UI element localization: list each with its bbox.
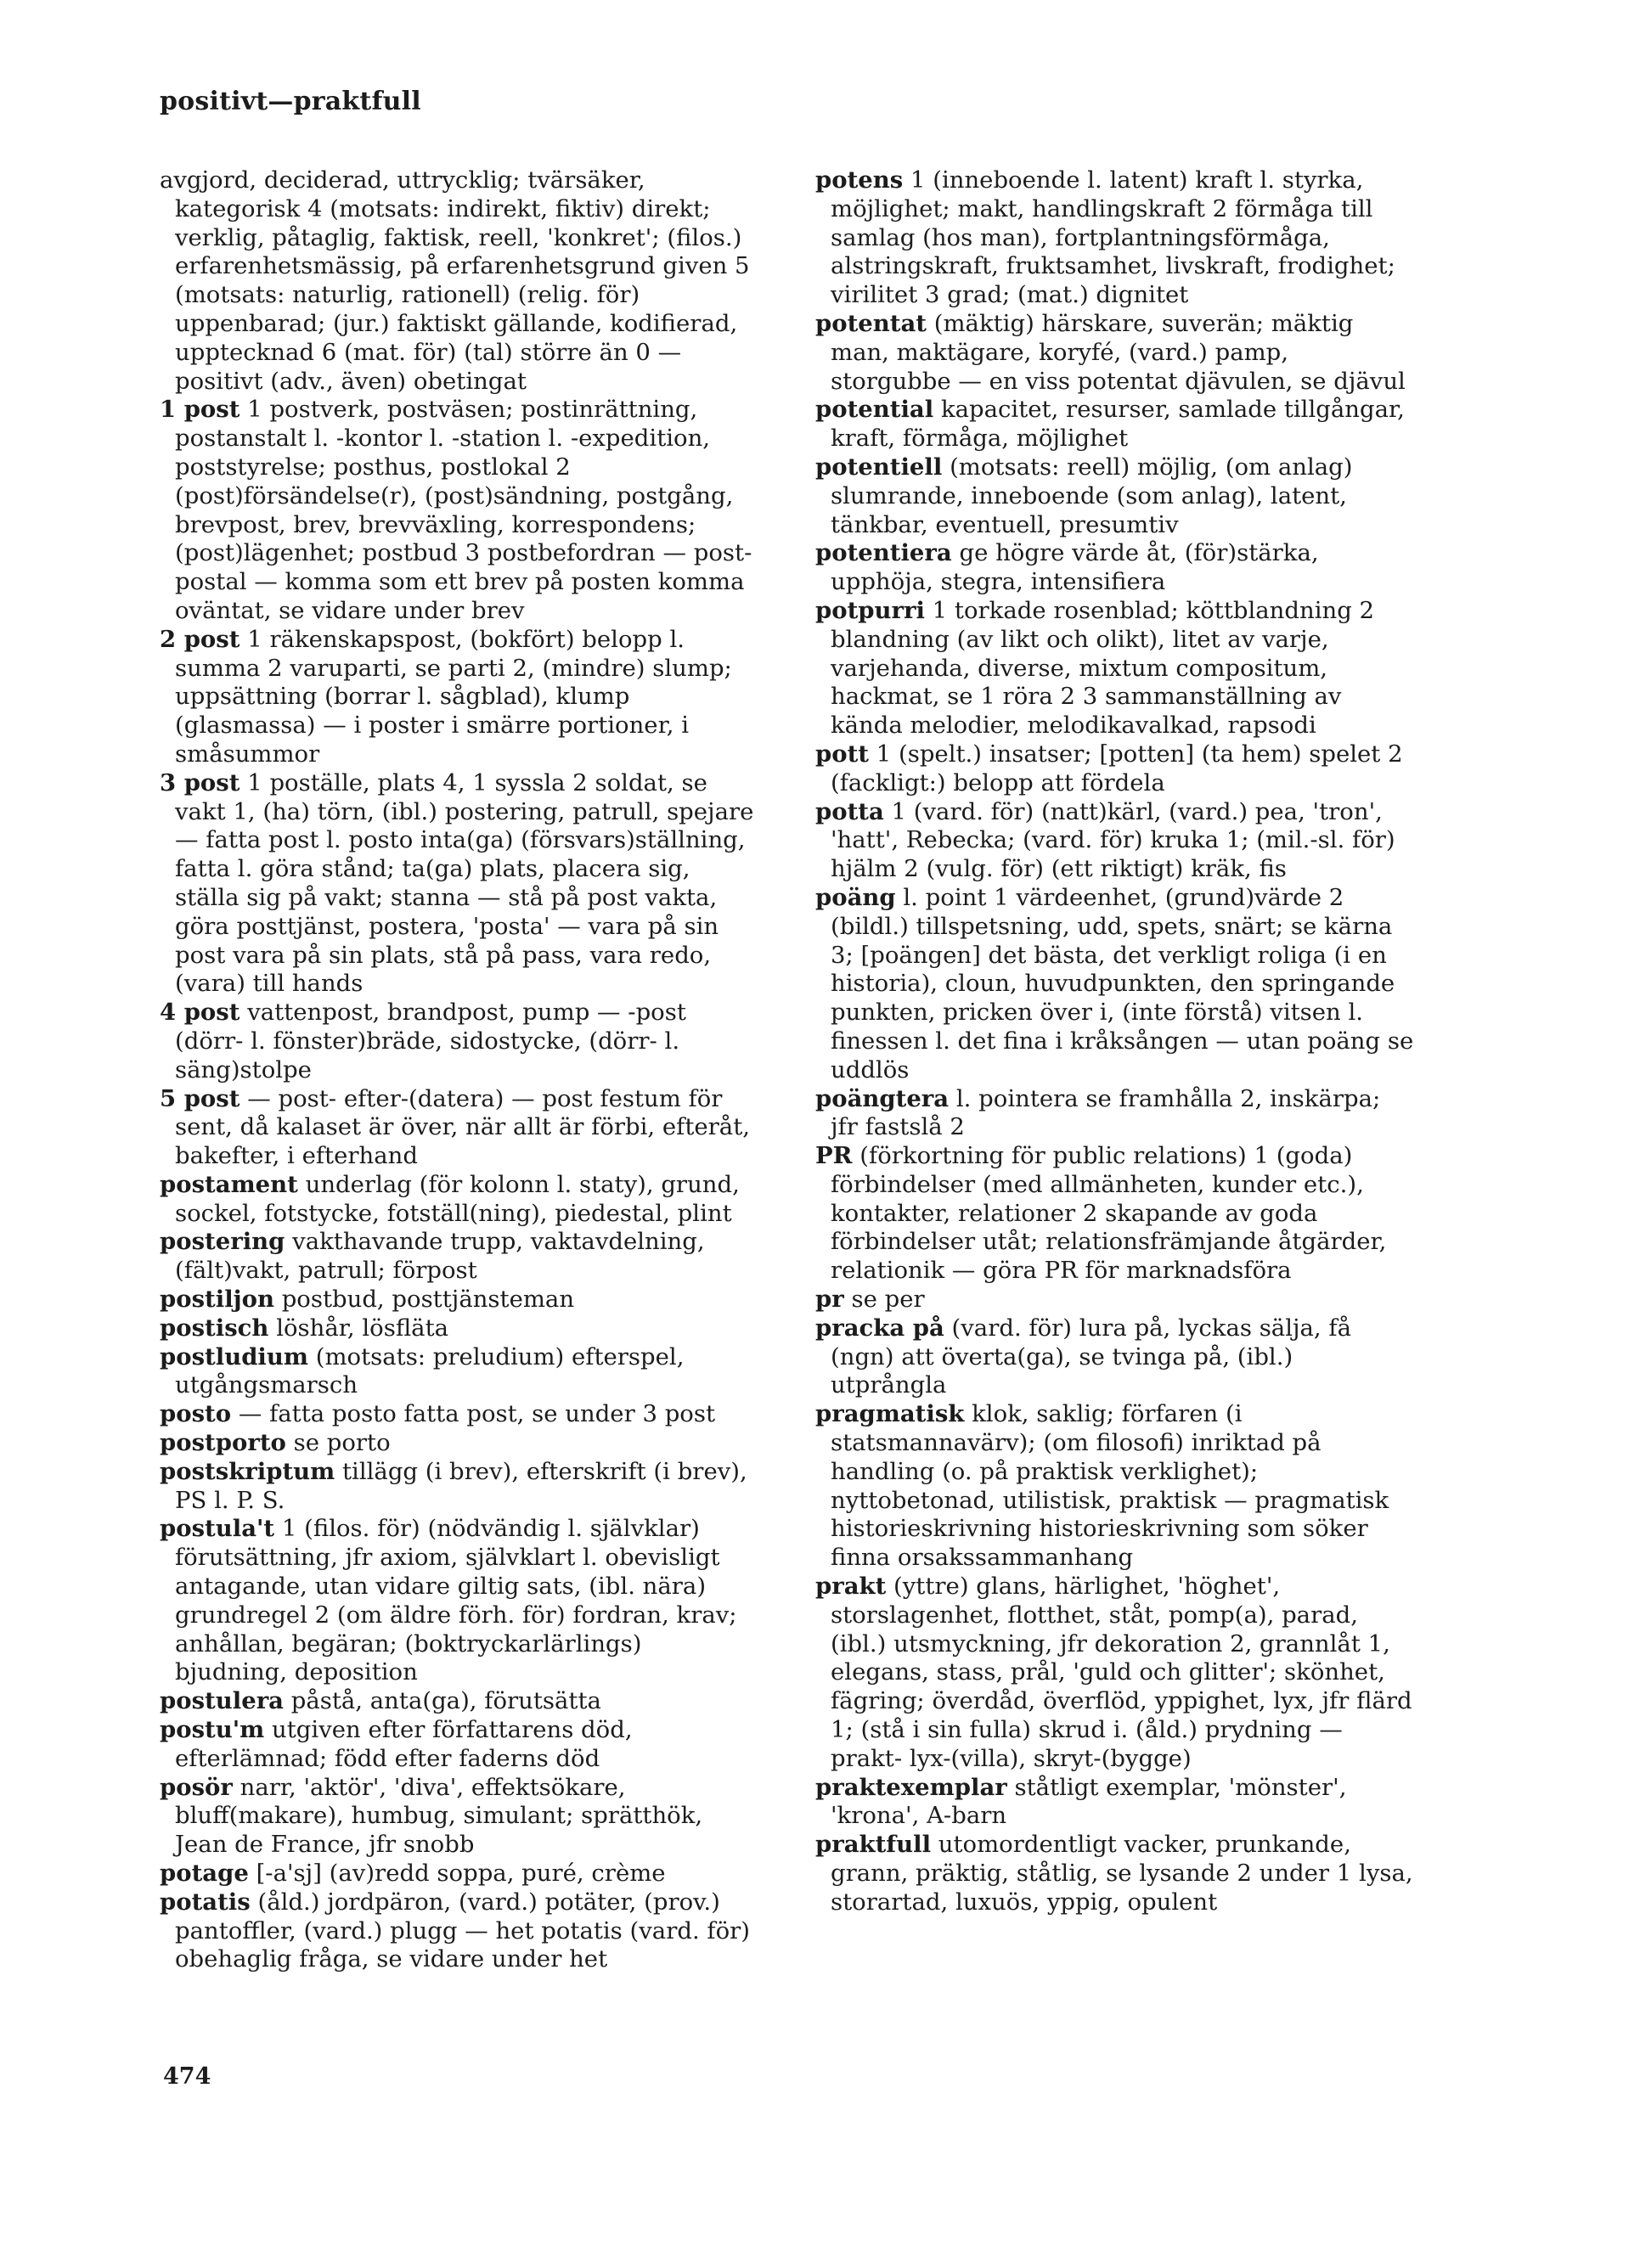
entry-headword: pr: [815, 1286, 844, 1314]
entry-headword: postporto: [160, 1429, 286, 1457]
entry-definition: 1 (filos. för) (nödvändig l. självklar) förutsättning, jfr axiom, självklart l. obevisligt antagande, utan vidare giltig sats, (ibl. nära) grundregel 2 (om äldre förh. för) fordran, krav; anhållan, begäran; (boktryckarlärlings) bjudning, deposition: [175, 1515, 737, 1686]
entry-definition: 1 torkade rosenblad; köttblandning 2 blandning (av likt och olikt), litet av varje, varjehanda, diverse, mixtum compositum, hackmat, se 1 röra 2 3 sammanställning av kända melodier, melodikavalkad, rapsodi: [831, 596, 1375, 740]
dictionary-entry: [815, 1085, 1414, 1143]
dictionary-entry: [160, 1286, 758, 1314]
dictionary-entry: [815, 396, 1414, 453]
entry-definition: tillägg (i brev), efterskrift (i brev), PS l. P. S.: [175, 1457, 747, 1514]
entry-headword: potentat: [815, 309, 927, 337]
entry-headword: 5 post: [160, 1084, 240, 1112]
running-head: positivt—praktfull: [160, 87, 421, 116]
entry-headword: postludium: [160, 1342, 308, 1370]
entry-definition: ge högre värde åt, (för)stärka, upphöja, stegra, intensifiera: [831, 539, 1319, 596]
dictionary-entry: [160, 1458, 758, 1516]
entry-headword: potatis: [160, 1888, 251, 1916]
dictionary-entry: [160, 999, 758, 1084]
entry-headword: postering: [160, 1228, 285, 1256]
entry-definition: 1 (vard. för) (natt)kärl, (vard.) pea, 'tron', 'hatt', Rebecka; (vard. för) kruka 1; (mil.-sl. för) hjälm 2 (vulg. för) (ett riktigt) kräk, fis: [831, 797, 1395, 883]
entry-headword: 1 post: [160, 396, 240, 424]
entry-definition: 1 räkenskapspost, (bokfört) belopp l. summa 2 varuparti, se parti 2, (mindre) slump; uppsättning (borrar l. sågblad), klump (glasmassa) — i poster i smärre portioner, i småsummor: [175, 625, 732, 768]
entry-headword: praktfull: [815, 1831, 932, 1859]
entry-definition: utomordentligt vacker, prunkande, grann, präktig, ståtlig, se lysande 2 under 1 lysa, storartad, luxuös, yppig, opulent: [831, 1831, 1413, 1916]
entry-headword: potens: [815, 166, 904, 194]
entry-definition: vakthavande trupp, vaktavdelning, (fält)vakt, patrull; förpost: [175, 1228, 705, 1285]
dictionary-entry: [160, 1171, 758, 1229]
dictionary-entry: [815, 1286, 1414, 1314]
dictionary-entry: [815, 740, 1414, 798]
dictionary-entry: [160, 1429, 758, 1458]
dictionary-entry: [815, 1831, 1414, 1916]
dictionary-entry: [160, 1515, 758, 1687]
entry-headword: prakt: [815, 1573, 887, 1601]
entry-definition: ståtligt exemplar, 'mönster', 'krona', A-barn: [831, 1773, 1347, 1830]
dictionary-entry: [815, 798, 1414, 884]
entry-definition: påstå, anta(ga), förutsätta: [290, 1687, 601, 1715]
dictionary-entry: [815, 1774, 1414, 1832]
entry-definition: löshår, lösfläta: [276, 1314, 449, 1342]
dictionary-entry: [815, 1314, 1414, 1400]
dictionary-entry: [160, 1687, 758, 1716]
entry-definition: — fatta posto fatta post, se under 3 post: [238, 1400, 716, 1428]
entry-headword: postskriptum: [160, 1457, 335, 1485]
entry-definition: 1 postverk, postväsen; postinrättning, postanstalt l. -kontor l. -station l. -expedition, poststyrelse; posthus, postlokal 2 (post)försändelse(r), (post)sändning, postgång, brevpost, brev, brevväxling, korrespondens; (post)lägenhet; postbud 3 postbefordran — post- postal — komma som ett brev på posten komma oväntat, se vidare under brev: [175, 396, 752, 624]
entry-definition: l. pointera se framhålla 2, inskärpa; jfr fastslå 2: [831, 1084, 1381, 1141]
page-number: 474: [163, 2063, 211, 2090]
dictionary-entry: [160, 1085, 758, 1171]
entry-headword: poäng: [815, 883, 896, 911]
entry-headword: postament: [160, 1170, 298, 1198]
entry-definition: vattenpost, brandpost, pump — -post (dörr- l. fönster)bräde, sidostycke, (dörr- l. säng)stolpe: [175, 999, 686, 1083]
dictionary-entry: [160, 1343, 758, 1401]
entry-definition: se per: [851, 1286, 925, 1314]
entry-headword: postiljon: [160, 1286, 274, 1314]
dictionary-entry: [160, 1400, 758, 1429]
entry-headword: pracka på: [815, 1314, 944, 1342]
dictionary-entry: [815, 453, 1414, 539]
entry-definition: (mäktig) härskare, suverän; mäktig man, maktägare, koryfé, (vard.) pamp, storgubbe — en viss potentat djävulen, se djävul: [831, 309, 1406, 395]
entry-definition: klok, saklig; förfaren (i statsmannavärv); (om filosofi) inriktad på handling (o. på praktisk verklighet); nyttobetonad, utilistisk, praktisk — pragmatisk historieskrivning historieskrivning som söker finna orsakssammanhang: [831, 1400, 1389, 1572]
entry-definition: underlag (för kolonn l. staty), grund, sockel, fotstycke, fotställ(ning), piedestal, plint: [175, 1170, 740, 1227]
entry-definition: (åld.) jordpäron, (vard.) potäter, (prov.) pantoffler, (vard.) plugg — het potatis (vard. för) obehaglig fråga, se vidare under het: [175, 1888, 751, 1973]
entry-headword: postula't: [160, 1515, 275, 1543]
entry-definition: 1 poställe, plats 4, 1 syssla 2 soldat, se vakt 1, (ha) törn, (ibl.) postering, patrull, spejare — fatta post l. posto inta(ga) (försvars)ställning, fatta l. göra stånd; ta(ga) plats, placera sig, ställa sig på vakt; stanna — stå på post vakta, göra posttjänst, postera, 'posta' — vara på sin post vara på sin plats, stå på pass, vara redo, (vara) till hands: [175, 768, 754, 998]
right-column: [815, 166, 1414, 1917]
dictionary-entry: [815, 884, 1414, 1085]
entry-definition: l. point 1 värdeenhet, (grund)värde 2 (bildl.) tillspetsning, udd, spets, snärt; se kärna 3; [poängen] det bästa, det verkligt roliga (i en historia), cloun, huvudpunkten, den springande punkten, pricken över i, (inte förstå) vitsen l. finessen l. det fina i kråksången — utan poäng se uddlös: [831, 883, 1414, 1083]
dictionary-entry: [160, 1228, 758, 1286]
dictionary-entry: [160, 166, 758, 396]
entry-headword: pragmatisk: [815, 1400, 965, 1428]
dictionary-entry: [160, 769, 758, 999]
entry-headword: praktexemplar: [815, 1773, 1007, 1801]
entry-definition: se porto: [293, 1429, 391, 1457]
entry-definition: — post- efter-(datera) — post festum för sent, då kalaset är över, när allt är förbi, efteråt, bakefter, i efterhand: [175, 1084, 750, 1170]
entry-definition: 1 (spelt.) insatser; [potten] (ta hem) spelet 2 (fackligt:) belopp att fördela: [831, 740, 1403, 796]
dictionary-entry: [160, 396, 758, 625]
dictionary-entry: [815, 310, 1414, 396]
entry-definition: 1 (inneboende l. latent) kraft l. styrka, möjlighet; makt, handlingskraft 2 förmåga till samlag (hos man), fortplantningsförmåga, alstringskraft, fruktsamhet, livskraft, frodighet; virilitet 3 grad; (mat.) dignitet: [831, 166, 1395, 309]
entry-headword: posör: [160, 1773, 233, 1801]
entry-definition: (vard. för) lura på, lyckas sälja, få (ngn) att överta(ga), se tvinga på, (ibl.) utprångla: [831, 1314, 1351, 1399]
entry-headword: postisch: [160, 1314, 269, 1342]
entry-headword: potta: [815, 797, 884, 825]
entry-definition: narr, 'aktör', 'diva', effektsökare, bluff(makare), humbug, simulant; sprätthök, Jean de France, jfr snobb: [175, 1773, 703, 1859]
entry-definition: [-a'sj] (av)redd soppa, puré, crème: [256, 1860, 666, 1888]
dictionary-entry: [160, 1716, 758, 1774]
dictionary-entry: [815, 539, 1414, 597]
dictionary-entry: [160, 1774, 758, 1860]
entry-headword: 4 post: [160, 999, 240, 1027]
dictionary-entry: [160, 626, 758, 769]
dictionary-entry: [160, 1860, 758, 1888]
entry-headword: 2 post: [160, 625, 240, 653]
dictionary-entry: [160, 1888, 758, 1974]
dictionary-entry: [815, 166, 1414, 310]
entry-headword: 3 post: [160, 768, 240, 796]
dictionary-entry: [815, 1142, 1414, 1286]
entry-headword: potentiera: [815, 539, 952, 567]
left-column: [160, 166, 758, 1974]
entry-headword: potential: [815, 396, 934, 424]
entry-headword: posto: [160, 1400, 232, 1428]
entry-headword: postulera: [160, 1687, 284, 1715]
entry-definition: postbud, posttjänsteman: [281, 1286, 575, 1314]
entry-definition: (motsats: preludium) efterspel, utgångsmarsch: [175, 1342, 685, 1399]
entry-definition: avgjord, deciderad, uttrycklig; tvärsäker, kategorisk 4 (motsats: indirekt, fiktiv) direkt; verklig, påtaglig, faktisk, reell, 'konkret'; (filos.) erfarenhetsmässig, på erfarenhetsgrund given 5 (motsats: naturlig, rationell) (relig. för) uppenbarad; (jur.) faktiskt gällande, kodifierad, upptecknad 6 (mat. för) (tal) större än 0 — positivt (adv., även) obetingat: [160, 166, 750, 395]
entry-headword: potpurri: [815, 596, 925, 624]
entry-definition: (motsats: reell) möjlig, (om anlag) slumrande, inneboende (som anlag), latent, tänkbar, eventuell, presumtiv: [831, 453, 1353, 538]
dictionary-entry: [815, 1573, 1414, 1774]
dictionary-entry: [815, 1400, 1414, 1573]
entry-headword: poängtera: [815, 1084, 950, 1112]
entry-headword: pott: [815, 740, 869, 768]
entry-definition: (förkortning för public relations) 1 (goda) förbindelser (med allmänheten, kunder etc.), kontakter, relationer 2 skapande av goda förbindelser utåt; relationsfrämjande åtgärder, relationik — göra PR för marknadsföra: [831, 1142, 1387, 1285]
entry-definition: kapacitet, resurser, samlade tillgångar, kraft, förmåga, möjlighet: [831, 396, 1405, 453]
entry-definition: utgiven efter författarens död, efterlämnad; född efter faderns död: [175, 1716, 633, 1772]
dictionary-entry: [160, 1314, 758, 1343]
entry-headword: potentiell: [815, 453, 943, 481]
entry-definition: (yttre) glans, härlighet, 'höghet', storslagenhet, flotthet, ståt, pomp(a), parad, (ibl.) utsmyckning, jfr dekoration 2, grannlåt 1, elegans, stass, prål, 'guld och glitter'; skönhet, fägring; överdåd, överflöd, yppighet, lyx, jfr flärd 1; (stå i sin fulla) skrud i. (åld.) prydning — prakt- lyx-(villa), skryt-(bygge): [831, 1573, 1412, 1772]
entry-headword: potage: [160, 1860, 249, 1888]
entry-headword: PR: [815, 1142, 853, 1170]
entry-headword: postu'm: [160, 1716, 265, 1744]
dictionary-entry: [815, 597, 1414, 740]
